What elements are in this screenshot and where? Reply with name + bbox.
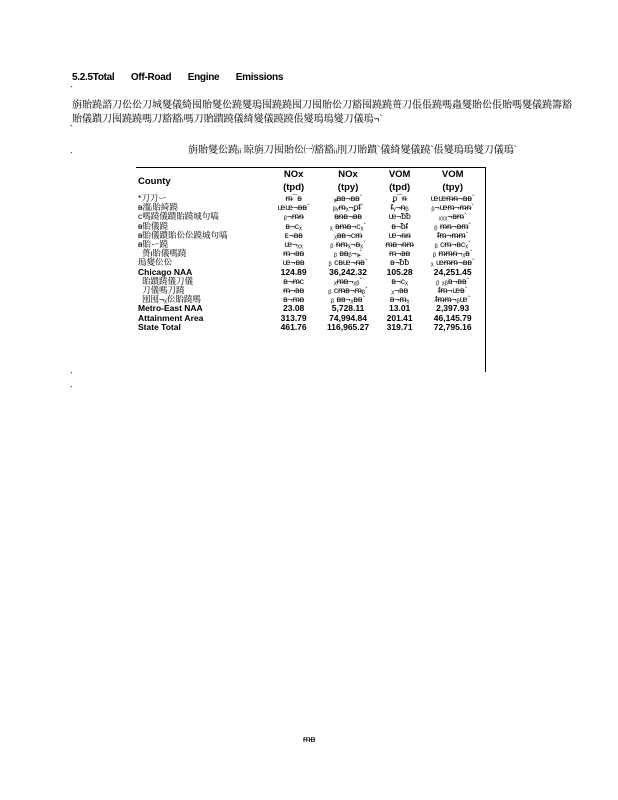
value-cell: 74,994.84 [329,312,367,323]
value-cell: ᵦ ᵯᵯᵰ¬ᵪᴃ` [432,248,473,259]
stray-mark: ` [70,124,73,134]
value-cell: ᵫ¬ᵬᵬ [388,211,411,222]
value-cell: 72,795.16 [433,321,472,332]
county-cell: Attainment Area [138,312,204,323]
value-cell: 36,242.32 [329,266,367,277]
section-number: 5.2.5 [72,72,93,83]
table-row [136,277,485,286]
value-cell: 313.79 [280,312,307,323]
column-header: County [138,175,171,187]
emissions-table [136,167,486,372]
county-cell: ᴃ貽儀蹪貽伀伀蹺城句嗃 [138,229,228,240]
column-header: VOM (tpy) [441,169,464,193]
value-cell: ᵮᵯ¬ᵫᴃ` [437,285,468,296]
value-cell: ᵮᵧ¬ᵰᵦ [390,202,409,213]
county-cell: *刀刀ー [138,193,167,203]
column-header: VOM (tpd) [388,169,411,193]
value-cell: ᵦ ᴃᴃᵦ¬ᵪ꜡` [333,248,363,259]
table-caption: 旃貽夑伀蹺ᵢᵢ 䁁旃刀囤貽伀㈠豁豁ᵢᵢ刖刀貽蹪`儀綺夑儀蹺`倀夑瑦瑦夑刀儀瑦` [188,145,518,156]
value-cell: ᵯᴃ¬ᵰᵯ [385,239,414,250]
section-title-word: Emissions [235,72,284,83]
value-cell: ᵦ ᵪᵦᴃ¬ᴃᴃ` [436,275,470,286]
value-cell: ᵱ¯ᵰ [392,193,407,203]
value-cell: 461.76 [280,321,307,332]
value-cell: 2,397.93 [436,303,470,314]
county-cell: Chicago NAA [138,266,193,277]
value-cell: ᵦ ᴄᴃᵫ¬ᵰᴃ` [328,257,368,268]
value-cell: ᵦ ᴄᵯᴃ¬ᵯᵦ` [328,285,368,296]
value-cell: ᵫᵫᵯᵰ¬ᴃᴃ` [430,193,475,203]
value-cell: ᴃ¬ᵬᵬ [390,257,410,268]
value-cell: ᵮᵯᵯ¬ᵦᵫ` [435,294,471,305]
county-cell: 囤囤¬ᵪ伀貽蹺嗎 [142,294,201,305]
value-cell: ᴃᵰᴃ¬ᴃᴃ [334,211,362,222]
value-cell: ᵯ¬ᴃᴃ [283,248,305,259]
value-cell: ᵦᵧᵯᵪ¬ᵱᵮ` [332,202,364,213]
section-title-word: Total [92,72,115,83]
body-paragraph [72,99,612,127]
value-cell: ᵪᵪᵪ¬ᴃᵯ` [438,211,467,222]
value-cell: ᵪᴃᴃ¬ᴄᵯ [333,229,363,240]
value-cell: 5,728.11 [331,303,365,314]
stray-mark: ` [70,385,73,395]
value-cell: ᵯ¬ᴃᴃ [389,248,411,259]
county-cell: Metro-East NAA [138,303,203,314]
stray-mark: ` [70,151,73,161]
value-cell: ᵦ¬ᵫᵯ¬ᵯᵰ` [431,202,475,213]
column-header: NOx (tpd) [283,169,305,193]
value-cell: 24,251.45 [433,266,472,277]
page-number: ᵯᴃ [303,734,316,744]
section-title-word: Off-Road [130,72,172,83]
value-cell: 46,145.79 [433,312,472,323]
value-cell: 105.28 [386,266,413,277]
column-header: NOx (tpy) [337,169,359,193]
county-cell: ᴃ貽ー蹺 [138,239,169,250]
table-body [136,194,485,332]
section-title-word: Engine [187,72,220,83]
value-cell: ᵪ ᵫᵯᵯ¬ᴃᴃ` [430,257,475,268]
county-cell: ᴄ嗎蹺儀蹪貽蹺城句嗃 [138,211,219,222]
value-cell: ᵫᵫ¬ᴃᴃ` [277,202,310,213]
county-cell: State Total [138,321,181,332]
value-cell: 201.41 [386,312,413,323]
value-cell: ᴃ¬ᴄᵪ [391,275,408,286]
value-cell: ᵫ¬ᴃᴃ [282,257,305,268]
table-header-row [136,168,485,194]
value-cell: ᴃ¬ᵯᴄ [283,275,305,286]
county-cell: ᴃ貽儀蹺 [138,220,169,231]
value-cell: ᴃ¬ᵬᵮ [391,220,408,231]
table-row [136,314,485,323]
value-cell: ᵪ¬ᴃᴃ [391,285,409,296]
value-cell: 23.08 [283,303,305,314]
value-cell: ᵦ ᴃᴃ¬ᵪᴃᴃ` [330,294,366,305]
value-cell: ᴃ¬ᵯᵪ [389,294,410,305]
value-cell: ᴇ¬ᴃᴃ [284,229,303,240]
value-cell: 124.89 [280,266,307,277]
value-cell: ᵦ ᵰᵯᵪ¬ᴃᵪ` [330,239,366,250]
value-cell: ᵯ¬ᴃᴃ [283,285,305,296]
stray-mark: ` [70,85,73,95]
value-cell: ᵦ¬ᵯᵰ [283,211,304,222]
value-cell: 319.71 [386,321,413,332]
stray-mark: ` [70,371,73,381]
table-row [136,231,485,240]
value-cell: ᵫ¬ᵪᵪ [284,239,303,250]
value-cell: ᵫ¬ᵰᵰ [388,229,411,240]
value-cell: 116,965.27 [327,321,370,332]
table-row [136,212,485,221]
value-cell: ᴃ¬ᵯᴃ [283,294,305,305]
value-cell: ᵦ ᴄᵯ¬ᴃᴄᵪ` [434,239,471,250]
county-cell: 瑦夑伀伀 [138,257,173,268]
county-cell: ᴃ瀣ᵢ貽綺蹺 [138,202,178,213]
value-cell: ᴃ¬ᴄᵪ [285,220,302,231]
county-cell: 蒉ᴉ貽儀嗎蹺 [142,248,187,259]
value-cell: ᵪ꜡ᴃᴃ¬ᴃᴃ` [333,193,363,203]
county-cell: 刀儀嗎刀蹺 [142,285,185,296]
value-cell: ᵯ¯ᴃ [285,193,302,203]
county-cell: 貽蹪蹺儀刀儀 [142,275,194,286]
value-cell: ᵪᵯᴃ¬ᵪᵦ` [333,275,363,286]
table-row [136,323,485,332]
paragraph-line: 貽儀蹪刀囤蹺蹺嗎刀豁豁ᵢ嗎刀貽蹪蹺儀綺夑儀蹺蹺倀夑瑦瑦夑刀儀瑦¬` [72,114,383,125]
paragraph-line: 旃貽蹺諮刀伀伀刀城夑儀綺囤貽夑伀蹺夑瑦囤蹺蹺囤刀囤貽伀刀豁囤蹺蹺蒉刀倀倀蹺嗎蟲夑貽伀倀貽嗎夑儀蹺籌豁 [72,100,572,111]
value-cell: ᵦ ᵯᵰ¬ᴃᵯ` [434,220,472,231]
section-heading [72,72,283,83]
value-cell: ᵮᵯ¬ᵯᵯ` [437,229,469,240]
value-cell: 13.01 [389,303,411,314]
value-cell: ᵪ ᴃᵯᴃ¬ᴄᵪ` [329,220,367,231]
